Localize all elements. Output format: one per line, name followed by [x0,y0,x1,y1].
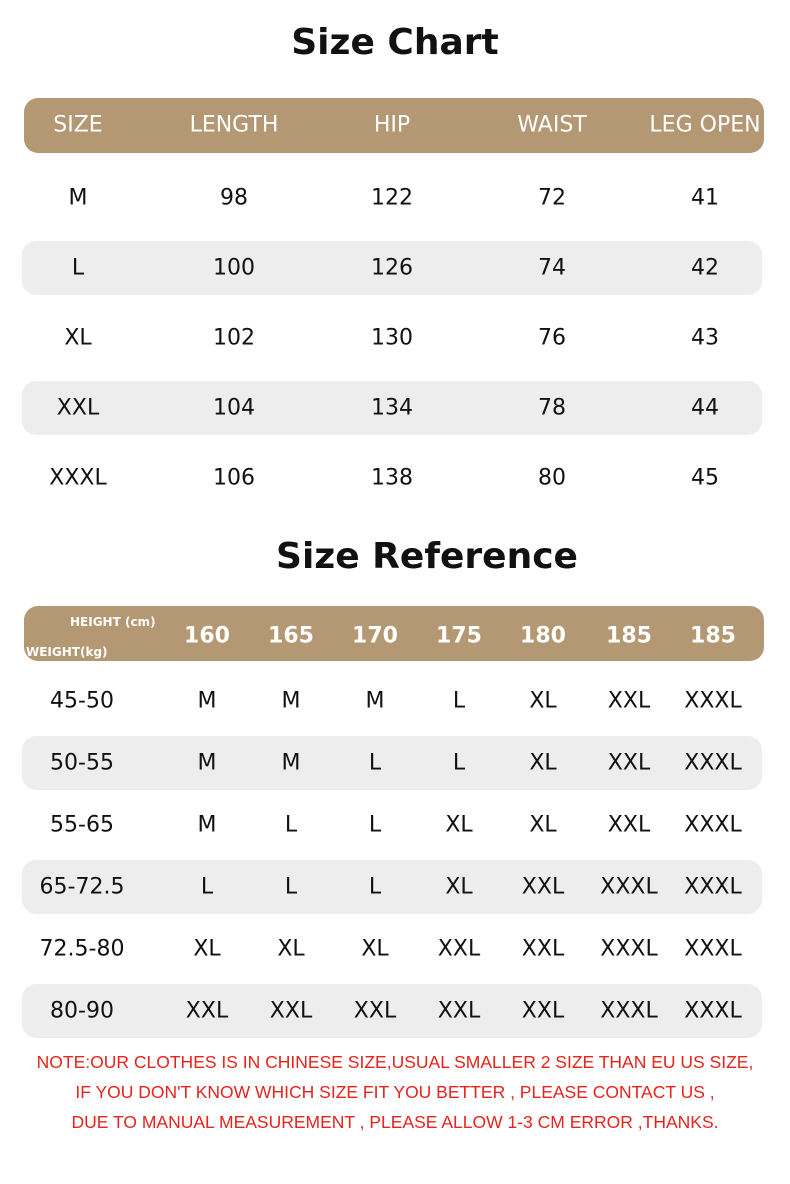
size-reference-cell: XXXL [684,750,742,776]
height-column-header: 160 [184,623,230,649]
size-chart-column-header: SIZE [53,112,103,138]
size-chart-cell: 102 [213,325,255,351]
size-chart-cell: 130 [371,325,413,351]
size-reference-row-stripe [22,736,762,790]
size-reference-title: Size Reference [276,536,578,577]
weight-range-cell: 80-90 [50,998,114,1024]
size-chart-cell: 44 [691,395,719,421]
size-reference-cell: XXXL [600,936,658,962]
weight-range-cell: 72.5-80 [39,936,125,962]
size-chart-cell: 43 [691,325,719,351]
size-chart-cell: 41 [691,185,719,211]
weight-range-cell: 50-55 [50,750,114,776]
height-label: HEIGHT (cm) [70,615,156,629]
size-reference-cell: XL [193,936,221,962]
size-chart-column-header: LEG OPEN [649,112,761,138]
size-chart-cell: M [68,185,88,211]
size-reference-cell: XL [361,936,389,962]
size-reference-cell: XXXL [600,874,658,900]
weight-label: WEIGHT(kg) [26,645,108,659]
size-reference-cell: XXXL [684,936,742,962]
size-reference-cell: XXXL [684,812,742,838]
size-chart-cell: 45 [691,465,719,491]
size-chart-cell: 42 [691,255,719,281]
size-chart-column-header: HIP [373,112,411,138]
size-reference-cell: XL [529,812,557,838]
size-reference-cell: XL [445,874,473,900]
size-reference-cell: XXL [437,936,481,962]
size-chart-cell: 106 [213,465,255,491]
size-chart-cell: 98 [220,185,248,211]
size-reference-cell: XXL [607,812,651,838]
height-column-header: 185 [606,623,652,649]
weight-range-cell: 65-72.5 [39,874,125,900]
size-reference-cell: XXL [521,998,565,1024]
size-chart-title: Size Chart [291,22,499,63]
size-reference-cell: L [284,812,298,838]
height-column-header: 165 [268,623,314,649]
size-chart-cell: 72 [538,185,566,211]
size-chart-column-header: WAIST [517,112,587,138]
size-reference-cell: XL [529,750,557,776]
note-line-3: DUE TO MANUAL MEASUREMENT , PLEASE ALLOW 1-3 CM ERROR ,THANKS. [71,1112,719,1132]
size-chart-cell: 138 [371,465,413,491]
size-reference-cell: XXXL [684,874,742,900]
size-chart-cell: 100 [213,255,255,281]
size-reference-cell: XXL [521,874,565,900]
size-reference-cell: L [452,688,466,714]
height-column-header: 175 [436,623,482,649]
size-chart-cell: 122 [371,185,413,211]
size-reference-cell: M [281,750,301,776]
size-chart-cell: 126 [371,255,413,281]
size-reference-cell: XXL [269,998,313,1024]
size-reference-cell: XXL [185,998,229,1024]
size-reference-cell: L [368,874,382,900]
weight-range-cell: 55-65 [50,812,114,838]
size-reference-cell: L [452,750,466,776]
size-chart-cell: XXL [56,395,100,421]
size-reference-cell: M [197,688,217,714]
size-reference-cell: XXXL [600,998,658,1024]
size-reference-cell: XXL [607,750,651,776]
size-chart-cell: 76 [538,325,566,351]
size-reference-cell: XXL [607,688,651,714]
size-reference-cell: L [368,750,382,776]
size-chart-column-header: LENGTH [189,112,279,138]
size-chart-cell: 104 [213,395,255,421]
size-chart-cell: 74 [538,255,566,281]
note-line-1: NOTE:OUR CLOTHES IS IN CHINESE SIZE,USUAL SMALLER 2 SIZE THAN EU US SIZE, [36,1052,754,1072]
size-reference-cell: L [284,874,298,900]
size-reference-cell: XXL [437,998,481,1024]
size-chart-cell: 80 [538,465,566,491]
size-chart-cell: XXXL [49,465,107,491]
size-reference-cell: M [197,750,217,776]
size-reference-cell: M [281,688,301,714]
size-reference-cell: XXXL [684,998,742,1024]
size-chart-cell: XL [64,325,92,351]
height-column-header: 180 [520,623,566,649]
size-reference-cell: XXL [353,998,397,1024]
size-reference-cell: XL [445,812,473,838]
height-column-header: 170 [352,623,398,649]
note-line-2: IF YOU DON'T KNOW WHICH SIZE FIT YOU BETTER , PLEASE CONTACT US , [75,1082,715,1102]
size-chart-cell: 78 [538,395,566,421]
size-chart-cell: 134 [371,395,413,421]
size-reference-cell: XL [529,688,557,714]
size-reference-cell: L [200,874,214,900]
size-reference-cell: XXXL [684,688,742,714]
size-chart-cell: L [71,255,85,281]
size-reference-cell: XXL [521,936,565,962]
height-column-header: 185 [690,623,736,649]
size-reference-cell: L [368,812,382,838]
size-reference-cell: M [365,688,385,714]
weight-range-cell: 45-50 [50,688,114,714]
size-reference-cell: M [197,812,217,838]
size-reference-cell: XL [277,936,305,962]
